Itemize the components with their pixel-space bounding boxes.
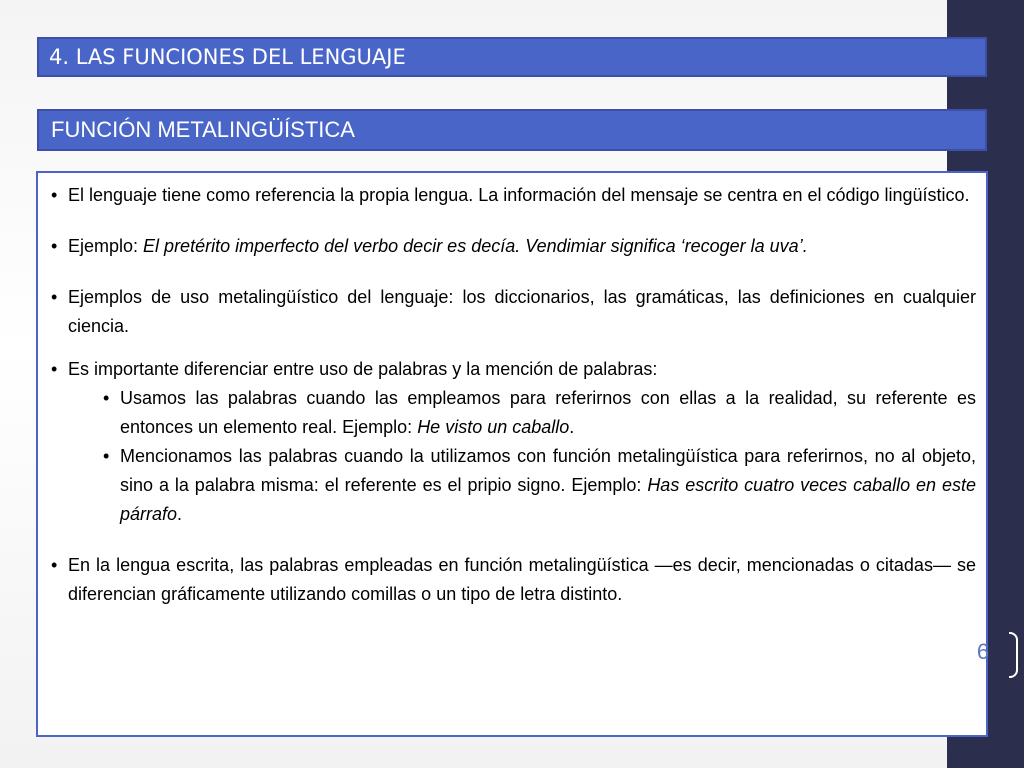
sub-bullet-mencionamos [48, 442, 976, 529]
bullet-marker: • [51, 359, 58, 379]
example-text: Has escrito cuatro veces caballo en este párrafo [120, 475, 976, 524]
bullet-text: El lenguaje tiene como referencia la propia lengua. La información del mensaje se centra en el código lingüístico. [68, 185, 970, 205]
bullet-text: Usamos las palabras cuando las empleamos para referirnos con ellas a la realidad, su referente es entonces un elemento real. Ejemplo: [120, 388, 976, 437]
bullet-list [48, 181, 976, 609]
bullet-marker: • [51, 185, 58, 205]
slide-subtitle-text: FUNCIÓN METALINGÜÍSTICA [51, 117, 355, 142]
bullet-ejemplo [48, 232, 976, 261]
page-number: 6 [976, 639, 990, 664]
bullet-text: Es importante diferenciar entre uso de palabras y la mención de palabras: [68, 359, 658, 379]
bullet-marker: • [51, 287, 58, 307]
bullet-text: Ejemplos de uso metalingüístico del lenguaje: los diccionarios, las gramáticas, las definiciones en cualquier ciencia. [68, 287, 976, 336]
sub-bullet-usamos [48, 384, 976, 442]
bullet-marker: • [103, 446, 110, 466]
bullet-referencia [48, 181, 976, 210]
period-text: . [569, 417, 575, 437]
bullet-marker: • [103, 388, 110, 408]
bullet-text: En la lengua escrita, las palabras empleadas en función metalingüística —es decir, mencionadas o citadas— se diferencian gráficamente utilizando comillas o un tipo de letra distinto. [68, 555, 976, 604]
period-text: . [177, 504, 183, 524]
bullet-uso-mencion [48, 355, 976, 384]
bullet-text: Mencionamos las palabras cuando la utilizamos con función metalingüística para referirnos, no al objeto, sino a la palabra misma: el referente es el pripio signo. Ejemplo: [120, 446, 976, 495]
bullet-ejemplos-uso [48, 283, 976, 341]
page-bracket [1009, 632, 1018, 678]
example-text: He visto un caballo [417, 417, 570, 437]
bullet-marker: • [51, 236, 58, 256]
slide-title-text: 4. LAS FUNCIONES DEL LENGUAJE [49, 45, 406, 69]
bullet-lengua-escrita [48, 551, 976, 609]
bullet-text: Ejemplo: [68, 236, 144, 256]
bullet-marker: • [51, 555, 58, 575]
example-text: El pretérito imperfecto del verbo decir es decía. Vendimiar significa ‘recoger la uva’. [143, 236, 808, 256]
slide-title [37, 37, 987, 77]
content-box [36, 171, 988, 737]
slide-subtitle [37, 109, 987, 151]
